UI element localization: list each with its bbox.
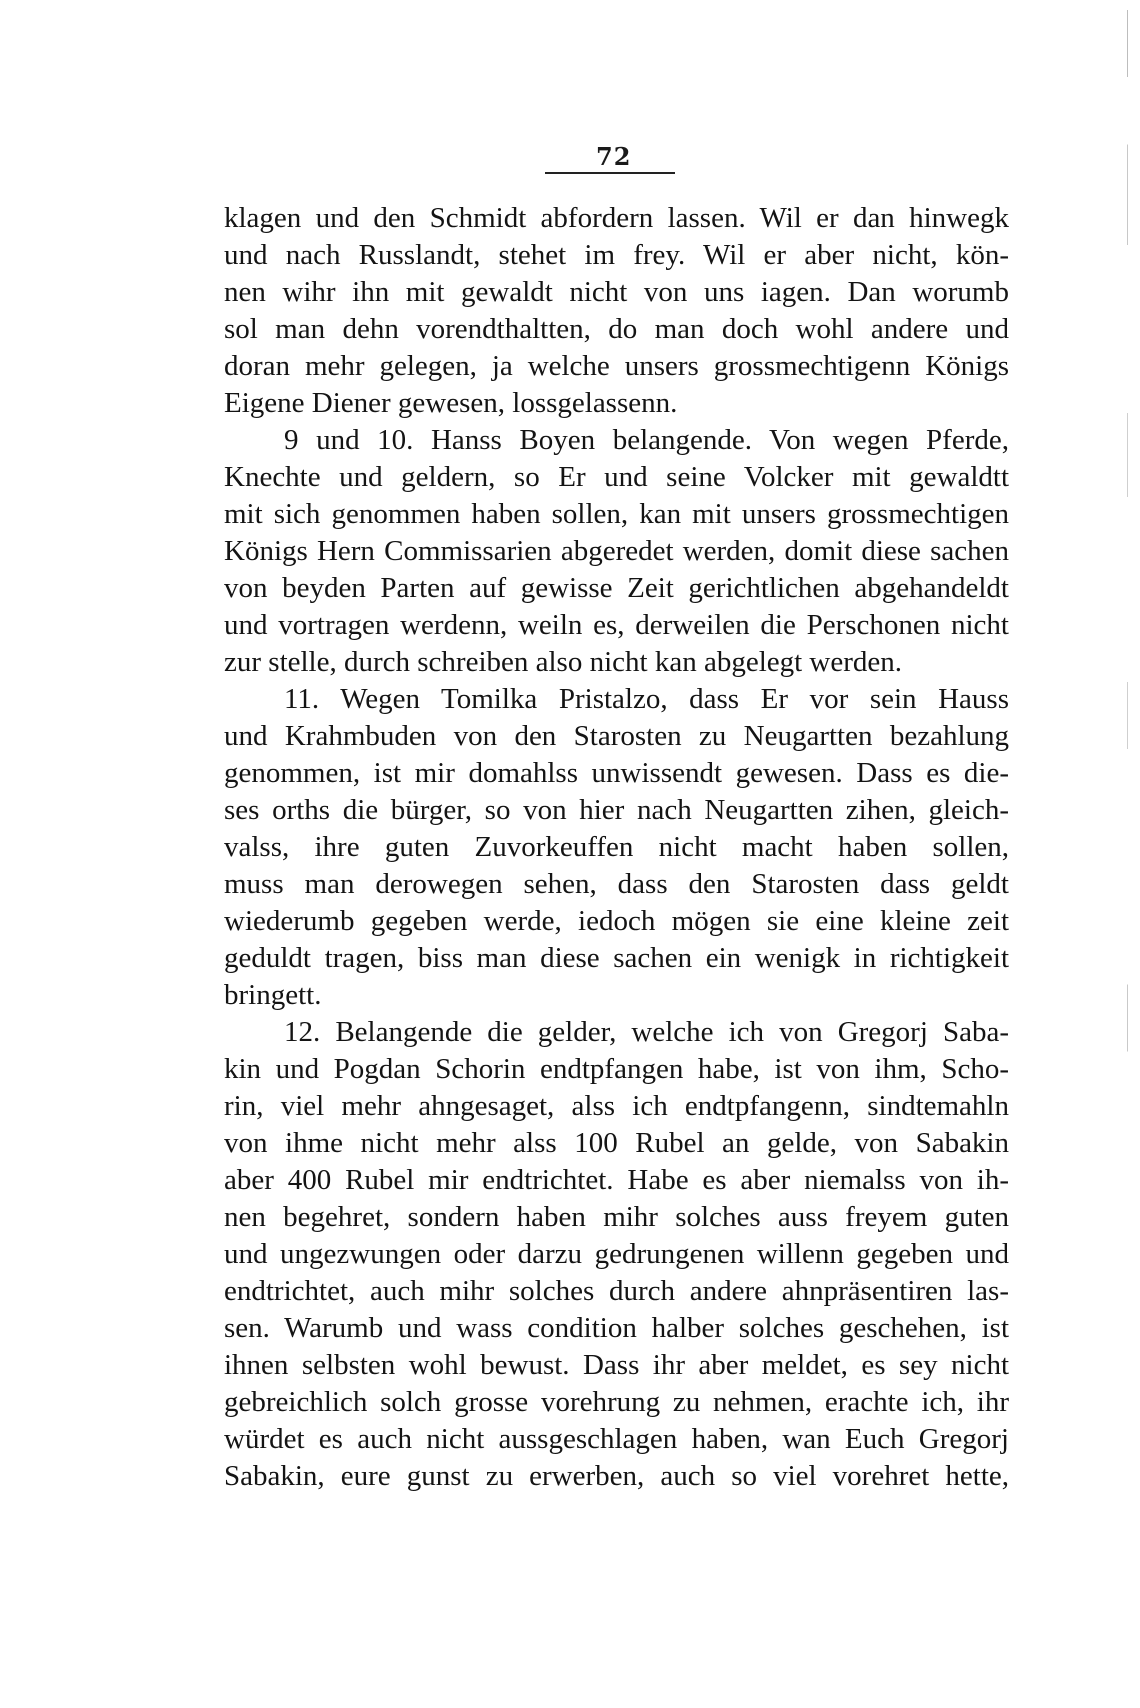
text-line: valss, ihre guten Zuvorkeuffen nicht macht haben sollen, [224,831,1009,863]
text-line: endtrichtet, auch mihr solches durch andere ahnpräsentiren las- [224,1275,1009,1307]
text-line: nen wihr ihn mit gewaldt nicht von uns iagen. Dan worumb [224,276,1009,308]
text-line: muss man derowegen sehen, dass den Starosten dass geldt [224,868,1009,900]
text-line: geduldt tragen, biss man diese sachen ein wenigk in richtigkeit [224,942,1009,974]
text-line: und Krahmbuden von den Starosten zu Neugartten bezahlung [224,720,1009,752]
paragraph-start-line: 11. Wegen Tomilka Pristalzo, dass Er vor sein Hauss [284,683,1009,715]
page-number-rule [545,172,675,174]
text-line: nen begehret, sondern haben mihr solches auss freyem guten [224,1201,1009,1233]
text-line: doran mehr gelegen, ja welche unsers grossmechtigenn Königs [224,350,1009,382]
body-text [224,200,1009,1495]
paragraph-start-line: 12. Belangende die gelder, welche ich von Gregorj Saba- [284,1016,1009,1048]
text-line: von beyden Parten auf gewisse Zeit gerichtlichen abgehandeldt [224,572,1009,604]
text-line: zur stelle, durch schreiben also nicht kan abgelegt werden. [224,646,903,678]
text-line: ses orths die bürger, so von hier nach Neugartten zihen, gleich- [224,794,1009,826]
text-line: klagen und den Schmidt abfordern lassen. Wil er dan hinwegk [224,202,1009,234]
text-line: bringett. [224,979,322,1011]
text-line: rin, viel mehr ahngesaget, alss ich endtpfangenn, sindtemahln [224,1090,1009,1122]
text-line: und ungezwungen oder darzu gedrungenen willenn gegeben und [224,1238,1009,1270]
text-line: mit sich genommen haben sollen, kan mit unsers grossmechtigen [224,498,1009,530]
text-line: würdet es auch nicht aussgeschlagen haben, wan Euch Gregorj [224,1423,1009,1455]
paragraph-start-line: 9 und 10. Hanss Boyen belangende. Von wegen Pferde, [284,424,1009,456]
text-line: kin und Pogdan Schorin endtpfangen habe, ist von ihm, Scho- [224,1053,1009,1085]
text-line: Sabakin, eure gunst zu erwerben, auch so viel vorehret hette, [224,1460,1009,1492]
text-line: genommen, ist mir domahlss unwissendt gewesen. Dass es die- [224,757,1009,789]
text-line: aber 400 Rubel mir endtrichtet. Habe es aber niemalss von ih- [224,1164,1009,1196]
text-line: und nach Russlandt, stehet im frey. Wil er aber nicht, kön- [224,239,1009,271]
text-line: sen. Warumb und wass condition halber solches geschehen, ist [224,1312,1009,1344]
text-line: Knechte und geldern, so Er und seine Volcker mit gewaldtt [224,461,1009,493]
text-line: sol man dehn vorendthaltten, do man doch wohl andere und [224,313,1009,345]
text-line: gebreichlich solch grosse vorehrung zu nehmen, erachte ich, ihr [224,1386,1009,1418]
text-line: wiederumb gegeben werde, iedoch mögen sie eine kleine zeit [224,905,1009,937]
page-edge-shadow [1127,10,1128,1690]
text-line: ihnen selbsten wohl bewust. Dass ihr aber meldet, es sey nicht [224,1349,1009,1381]
page-number: 72 [596,142,632,171]
text-line: Königs Hern Commissarien abgeredet werden, domit diese sachen [224,535,1009,567]
text-line: Eigene Diener gewesen, lossgelassenn. [224,387,678,419]
text-line: und vortragen werdenn, weiln es, derweilen die Perschonen nicht [224,609,1009,641]
text-line: von ihme nicht mehr alss 100 Rubel an gelde, von Sabakin [224,1127,1009,1159]
